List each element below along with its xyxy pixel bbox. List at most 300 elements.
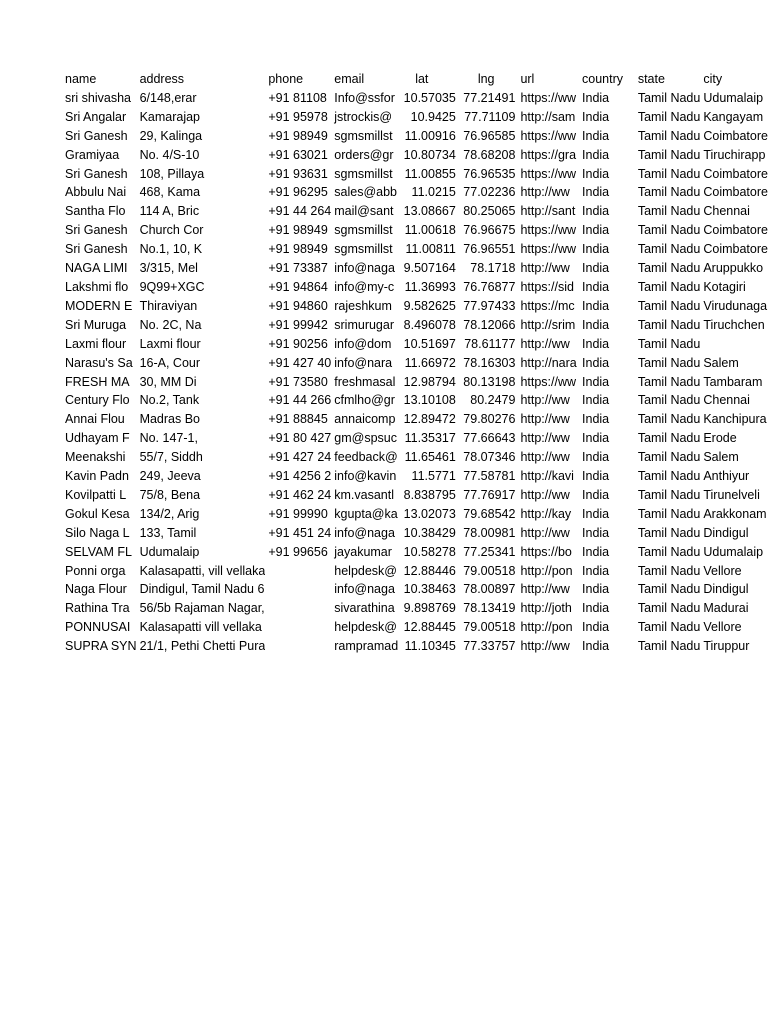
cell-city[interactable]: Coimbatore xyxy=(703,128,768,143)
cell-name[interactable]: FRESH MA xyxy=(65,374,130,389)
cell-url[interactable]: http://ww xyxy=(520,431,570,446)
cell-state[interactable]: Tamil Nadu xyxy=(637,279,701,294)
cell-address[interactable]: 21/1, Pethi Chetti Pura xyxy=(139,639,266,654)
cell-email[interactable]: info@dom xyxy=(334,336,392,351)
cell-name[interactable]: MODERN E xyxy=(65,298,133,313)
cell-city[interactable]: Tambaram xyxy=(703,374,763,389)
cell-name[interactable]: Santha Flo xyxy=(65,204,126,219)
cell-name[interactable]: Lakshmi flo xyxy=(65,279,129,294)
cell-email[interactable]: annaicomp xyxy=(334,412,396,427)
cell-address[interactable]: Udumalaip xyxy=(139,544,200,559)
cell-state[interactable]: Tamil Nadu xyxy=(637,147,701,162)
cell-phone[interactable]: +91 4256 2 xyxy=(268,469,332,484)
cell-state[interactable]: Tamil Nadu xyxy=(637,563,701,578)
cell-phone[interactable] xyxy=(265,580,331,599)
cell-lat[interactable]: 12.88445 xyxy=(403,620,456,635)
cell-country[interactable]: India xyxy=(582,355,610,370)
cell-lng[interactable]: 79.00518 xyxy=(463,620,516,635)
cell-phone[interactable]: +91 63021 xyxy=(268,147,328,162)
cell-url[interactable]: https://ww xyxy=(520,128,577,143)
cell-state[interactable]: Tamil Nadu xyxy=(637,412,701,427)
cell-state[interactable]: Tamil Nadu xyxy=(637,204,701,219)
cell-lng[interactable]: 77.71109 xyxy=(464,109,516,124)
cell-lng[interactable]: 77.58781 xyxy=(463,469,516,484)
cell-url[interactable]: http://ww xyxy=(520,582,570,597)
cell-email[interactable]: sales@abb xyxy=(334,185,397,200)
cell-lat[interactable]: 12.88446 xyxy=(403,563,456,578)
cell-address[interactable]: 16-A, Cour xyxy=(139,355,201,370)
cell-name[interactable]: Sri Ganesh xyxy=(65,128,128,143)
cell-city[interactable]: Salem xyxy=(703,450,739,465)
cell-phone[interactable]: +91 44 266 xyxy=(268,393,332,408)
cell-phone[interactable]: +91 73580 xyxy=(268,374,328,389)
cell-country[interactable]: India xyxy=(582,374,610,389)
cell-lng[interactable]: 76.96551 xyxy=(463,242,516,257)
cell-url[interactable]: http://ww xyxy=(520,525,570,540)
cell-email[interactable]: info@kavin xyxy=(334,469,397,484)
cell-city[interactable]: Udumalaip xyxy=(703,90,764,105)
cell-url[interactable]: https://ww xyxy=(520,90,577,105)
cell-name[interactable]: Udhayam F xyxy=(65,431,130,446)
cell-name[interactable]: Gokul Kesa xyxy=(65,506,130,521)
cell-url[interactable]: http://kavi xyxy=(520,469,574,484)
cell-email[interactable]: sgmsmillst xyxy=(334,128,393,143)
cell-address[interactable]: No.2, Tank xyxy=(139,393,200,408)
cell-lat[interactable]: 8.496078 xyxy=(403,317,456,332)
cell-address[interactable]: 3/315, Mel xyxy=(139,261,198,276)
cell-phone[interactable]: +91 80 427 xyxy=(268,431,332,446)
cell-lat[interactable]: 11.36993 xyxy=(404,279,456,294)
cell-city[interactable]: Erode xyxy=(703,431,737,446)
cell-state[interactable]: Tamil Nadu xyxy=(637,298,701,313)
cell-name[interactable]: sri shivasha xyxy=(65,90,131,105)
cell-name[interactable]: PONNUSAI xyxy=(65,620,131,635)
cell-city[interactable]: Dindigul xyxy=(703,582,749,597)
column-header-url[interactable]: url xyxy=(520,72,535,86)
cell-address[interactable]: 468, Kama xyxy=(139,185,201,200)
cell-name[interactable]: Century Flo xyxy=(65,393,130,408)
cell-phone[interactable]: +91 95978 xyxy=(268,109,328,124)
cell-phone[interactable]: +91 98949 xyxy=(268,128,328,143)
cell-phone[interactable]: +91 427 40 xyxy=(268,355,332,370)
cell-lng[interactable]: 79.80276 xyxy=(463,412,516,427)
cell-state[interactable]: Tamil Nadu xyxy=(637,544,701,559)
cell-url[interactable]: http://ww xyxy=(520,487,570,502)
cell-lng[interactable]: 80.25065 xyxy=(463,204,516,219)
cell-city[interactable]: Aruppukko xyxy=(703,261,764,276)
cell-name[interactable]: Kavin Padn xyxy=(65,469,129,484)
column-header-phone[interactable]: phone xyxy=(268,72,304,86)
cell-url[interactable]: http://ww xyxy=(520,450,570,465)
cell-url[interactable]: http://ww xyxy=(520,393,570,408)
cell-email[interactable]: sgmsmillst xyxy=(334,242,393,257)
cell-address[interactable]: 30, MM Di xyxy=(139,374,197,389)
cell-phone[interactable] xyxy=(265,637,331,656)
cell-city[interactable]: Kangayam xyxy=(703,109,764,124)
cell-lng[interactable]: 78.12066 xyxy=(463,317,516,332)
cell-url[interactable]: http://sam xyxy=(520,109,576,124)
cell-name[interactable]: Naga Flour xyxy=(65,582,127,597)
cell-country[interactable]: India xyxy=(582,336,610,351)
cell-lng[interactable]: 77.97433 xyxy=(463,298,516,313)
cell-state[interactable]: Tamil Nadu xyxy=(637,317,701,332)
cell-name[interactable]: Meenakshi xyxy=(65,450,126,465)
cell-lat[interactable]: 11.00916 xyxy=(404,128,456,143)
cell-city[interactable]: Arakkonam xyxy=(703,506,767,521)
cell-state[interactable]: Tamil Nadu xyxy=(637,393,701,408)
cell-state[interactable]: Tamil Nadu xyxy=(637,261,701,276)
cell-lat[interactable]: 11.65461 xyxy=(404,450,456,465)
cell-address[interactable]: Kalasapatti vill vellaka xyxy=(139,620,262,635)
cell-country[interactable]: India xyxy=(582,261,610,276)
cell-name[interactable]: SELVAM FL xyxy=(65,544,132,559)
cell-state[interactable]: Tamil Nadu xyxy=(637,90,701,105)
cell-lat[interactable]: 9.898769 xyxy=(403,601,456,616)
cell-phone[interactable]: +91 93631 xyxy=(268,166,328,181)
cell-city[interactable]: Salem xyxy=(703,355,739,370)
cell-lat[interactable]: 8.838795 xyxy=(403,487,456,502)
cell-lat[interactable]: 12.98794 xyxy=(403,374,456,389)
cell-phone[interactable] xyxy=(265,562,331,581)
cell-lng[interactable]: 79.00518 xyxy=(463,563,516,578)
cell-city[interactable] xyxy=(700,335,768,354)
cell-name[interactable]: Laxmi flour xyxy=(65,336,127,351)
cell-email[interactable]: cfmlho@gr xyxy=(334,393,395,408)
cell-name[interactable]: NAGA LIMI xyxy=(65,261,128,276)
cell-phone[interactable]: +91 99942 xyxy=(268,317,328,332)
cell-address[interactable]: No.1, 10, K xyxy=(139,242,203,257)
cell-city[interactable]: Tiruchirapp xyxy=(703,147,766,162)
cell-url[interactable]: https://ww xyxy=(520,166,577,181)
cell-name[interactable]: SUPRA SYN xyxy=(65,639,137,654)
cell-lng[interactable]: 77.25341 xyxy=(463,544,516,559)
cell-address[interactable]: Madras Bo xyxy=(139,412,201,427)
cell-lat[interactable]: 11.35317 xyxy=(404,431,456,446)
cell-lat[interactable]: 10.38463 xyxy=(403,582,456,597)
cell-address[interactable]: 108, Pillaya xyxy=(139,166,205,181)
cell-city[interactable]: Tiruchchen xyxy=(703,317,765,332)
cell-country[interactable]: India xyxy=(582,298,610,313)
cell-lat[interactable]: 9.507164 xyxy=(403,261,456,276)
cell-state[interactable]: Tamil Nadu xyxy=(637,166,701,181)
cell-city[interactable]: Coimbatore xyxy=(703,223,768,238)
cell-url[interactable]: http://sant xyxy=(520,204,576,219)
cell-state[interactable]: Tamil Nadu xyxy=(637,620,701,635)
cell-lat[interactable]: 13.10108 xyxy=(403,393,456,408)
cell-country[interactable]: India xyxy=(582,639,610,654)
cell-phone[interactable]: +91 96295 xyxy=(268,185,328,200)
cell-email[interactable]: rampramad xyxy=(334,639,399,654)
cell-lng[interactable]: 79.68542 xyxy=(463,506,516,521)
cell-address[interactable]: Church Cor xyxy=(139,223,204,238)
cell-email[interactable]: helpdesk@ xyxy=(334,620,397,635)
cell-url[interactable]: http://pon xyxy=(520,563,573,578)
cell-lat[interactable]: 12.89472 xyxy=(403,412,456,427)
cell-address[interactable]: 75/8, Bena xyxy=(139,487,201,502)
cell-city[interactable]: Dindigul xyxy=(703,525,749,540)
cell-name[interactable]: Narasu's Sa xyxy=(65,355,133,370)
cell-url[interactable]: https://gra xyxy=(520,147,577,162)
cell-url[interactable]: http://ww xyxy=(520,185,570,200)
cell-lng[interactable]: 76.96675 xyxy=(463,223,516,238)
cell-lat[interactable]: 11.10345 xyxy=(404,639,456,654)
cell-name[interactable]: Annai Flou xyxy=(65,412,125,427)
cell-lat[interactable]: 11.00618 xyxy=(404,223,456,238)
cell-address[interactable]: 134/2, Arig xyxy=(139,506,200,521)
cell-lat[interactable]: 10.9425 xyxy=(410,109,456,124)
cell-lng[interactable]: 80.13198 xyxy=(463,374,516,389)
cell-email[interactable]: Info@ssfor xyxy=(334,90,395,105)
cell-lat[interactable]: 10.38429 xyxy=(403,525,456,540)
cell-phone[interactable]: +91 99990 xyxy=(268,506,328,521)
cell-name[interactable]: Sri Ganesh xyxy=(65,166,128,181)
cell-country[interactable]: India xyxy=(582,317,610,332)
cell-url[interactable]: https://sid xyxy=(520,279,574,294)
cell-lng[interactable]: 76.76877 xyxy=(463,279,516,294)
cell-country[interactable]: India xyxy=(582,393,610,408)
cell-email[interactable]: feedback@ xyxy=(334,450,398,465)
column-header-email[interactable]: email xyxy=(334,72,365,86)
cell-url[interactable]: http://nara xyxy=(520,355,577,370)
cell-state[interactable]: Tamil Nadu xyxy=(637,128,701,143)
cell-email[interactable]: srimurugar xyxy=(334,317,395,332)
cell-city[interactable]: Coimbatore xyxy=(703,166,768,181)
cell-address[interactable]: 6/148,erar xyxy=(139,90,197,105)
cell-url[interactable]: https://ww xyxy=(520,223,577,238)
cell-state[interactable]: Tamil Nadu xyxy=(637,450,701,465)
cell-email[interactable]: jstrockis@ xyxy=(334,109,393,124)
cell-country[interactable]: India xyxy=(582,412,610,427)
cell-state[interactable]: Tamil Nadu xyxy=(637,374,701,389)
cell-name[interactable]: Kovilpatti L xyxy=(65,487,127,502)
cell-lng[interactable]: 77.21491 xyxy=(463,90,516,105)
cell-state[interactable]: Tamil Nadu xyxy=(637,185,701,200)
cell-country[interactable]: India xyxy=(582,487,610,502)
cell-city[interactable]: Tiruppur xyxy=(703,639,750,654)
cell-lng[interactable]: 76.96585 xyxy=(463,128,516,143)
column-header-lng[interactable]: lng xyxy=(477,72,495,86)
cell-phone[interactable]: +91 98949 xyxy=(268,242,328,257)
cell-lng[interactable]: 78.61177 xyxy=(464,336,516,351)
cell-url[interactable]: http://ww xyxy=(520,336,570,351)
cell-url[interactable]: http://joth xyxy=(520,601,572,616)
column-header-lat[interactable]: lat xyxy=(415,72,429,86)
cell-lng[interactable]: 78.13419 xyxy=(463,601,516,616)
cell-country[interactable]: India xyxy=(582,166,610,181)
cell-address[interactable]: No. 4/S-10 xyxy=(139,147,200,162)
cell-url[interactable]: http://ww xyxy=(520,261,570,276)
cell-country[interactable]: India xyxy=(582,563,610,578)
cell-city[interactable]: Chennai xyxy=(703,204,750,219)
cell-lng[interactable]: 77.76917 xyxy=(463,487,516,502)
cell-address[interactable]: 249, Jeeva xyxy=(139,469,201,484)
cell-country[interactable]: India xyxy=(582,109,610,124)
cell-state[interactable]: Tamil Nadu xyxy=(637,469,701,484)
cell-country[interactable]: India xyxy=(582,204,610,219)
cell-url[interactable]: http://srim xyxy=(520,317,576,332)
cell-name[interactable]: Sri Ganesh xyxy=(65,242,128,257)
cell-city[interactable]: Kotagiri xyxy=(703,279,746,294)
cell-country[interactable]: India xyxy=(582,128,610,143)
cell-phone[interactable]: +91 88845 xyxy=(268,412,328,427)
cell-country[interactable]: India xyxy=(582,185,610,200)
cell-lng[interactable]: 78.00897 xyxy=(463,582,516,597)
cell-state[interactable]: Tamil Nadu xyxy=(637,431,701,446)
cell-address[interactable]: Kalasapatti, vill vellaka xyxy=(139,563,266,578)
cell-url[interactable]: https://ww xyxy=(520,374,577,389)
cell-city[interactable]: Chennai xyxy=(703,393,750,408)
cell-url[interactable]: https://bo xyxy=(520,544,572,559)
cell-email[interactable]: orders@gr xyxy=(334,147,394,162)
cell-email[interactable]: km.vasantl xyxy=(334,487,395,502)
cell-lat[interactable]: 11.0215 xyxy=(411,185,456,200)
cell-email[interactable]: gm@spsuc xyxy=(334,431,397,446)
cell-country[interactable]: India xyxy=(582,279,610,294)
cell-address[interactable]: No. 147-1, xyxy=(139,431,198,446)
cell-city[interactable]: Anthiyur xyxy=(703,469,750,484)
column-header-address[interactable]: address xyxy=(139,72,185,86)
cell-state[interactable]: Tamil Nadu xyxy=(637,639,701,654)
cell-address[interactable]: 29, Kalinga xyxy=(139,128,203,143)
cell-email[interactable]: jayakumar xyxy=(334,544,392,559)
cell-email[interactable]: rajeshkum xyxy=(334,298,392,313)
cell-lat[interactable]: 10.51697 xyxy=(403,336,456,351)
cell-phone[interactable]: +91 451 24 xyxy=(268,525,332,540)
cell-lat[interactable]: 11.66972 xyxy=(404,355,456,370)
cell-address[interactable]: Thiraviyan xyxy=(139,298,198,313)
cell-url[interactable]: http://pon xyxy=(520,620,573,635)
cell-state[interactable]: Tamil Nadu xyxy=(637,601,701,616)
cell-email[interactable]: kgupta@ka xyxy=(334,506,398,521)
cell-url[interactable]: http://kay xyxy=(520,506,572,521)
cell-address[interactable]: 114 A, Bric xyxy=(139,204,200,219)
cell-name[interactable]: Sri Muruga xyxy=(65,317,127,332)
cell-country[interactable]: India xyxy=(582,90,610,105)
column-header-state[interactable]: state xyxy=(637,72,665,86)
cell-name[interactable]: Sri Angalar xyxy=(65,109,127,124)
cell-phone[interactable] xyxy=(265,599,331,618)
cell-email[interactable]: info@naga xyxy=(334,261,395,276)
cell-lng[interactable]: 78.1718 xyxy=(470,261,516,276)
cell-phone[interactable]: +91 99656 xyxy=(268,544,328,559)
cell-country[interactable]: India xyxy=(582,582,610,597)
cell-email[interactable]: freshmasal xyxy=(334,374,396,389)
cell-name[interactable]: Gramiyaa xyxy=(65,147,120,162)
cell-country[interactable]: India xyxy=(582,506,610,521)
cell-url[interactable]: http://ww xyxy=(520,412,570,427)
cell-phone[interactable]: +91 73387 xyxy=(268,261,328,276)
cell-lat[interactable]: 9.582625 xyxy=(403,298,456,313)
cell-lat[interactable]: 11.5771 xyxy=(411,469,456,484)
cell-city[interactable]: Virudunaga xyxy=(703,298,768,313)
cell-email[interactable]: info@naga xyxy=(334,525,395,540)
cell-url[interactable]: https://mc xyxy=(520,298,575,313)
cell-email[interactable]: sgmsmillst xyxy=(334,223,393,238)
cell-state[interactable]: Tamil Nadu xyxy=(637,223,701,238)
cell-city[interactable]: Kanchipura xyxy=(703,412,767,427)
cell-lng[interactable]: 76.96535 xyxy=(463,166,516,181)
cell-lng[interactable]: 78.07346 xyxy=(463,450,516,465)
cell-url[interactable]: https://ww xyxy=(520,242,577,257)
cell-phone[interactable] xyxy=(265,618,331,637)
cell-phone[interactable]: +91 462 24 xyxy=(268,487,332,502)
cell-country[interactable]: India xyxy=(582,242,610,257)
cell-city[interactable]: Vellore xyxy=(703,620,742,635)
cell-lng[interactable]: 78.00981 xyxy=(463,525,516,540)
cell-url[interactable]: http://ww xyxy=(520,639,570,654)
cell-address[interactable]: 55/7, Siddh xyxy=(139,450,203,465)
cell-country[interactable]: India xyxy=(582,223,610,238)
cell-lng[interactable]: 80.2479 xyxy=(470,393,516,408)
cell-email[interactable]: mail@sant xyxy=(334,204,394,219)
cell-city[interactable]: Coimbatore xyxy=(703,185,768,200)
cell-state[interactable]: Tamil Nadu xyxy=(637,525,701,540)
cell-state[interactable]: Tamil Nadu xyxy=(637,109,701,124)
cell-email[interactable]: sgmsmillst xyxy=(334,166,393,181)
cell-address[interactable]: 56/5b Rajaman Nagar, xyxy=(139,601,265,616)
cell-lat[interactable]: 10.58278 xyxy=(403,544,456,559)
cell-state[interactable]: Tamil Nadu xyxy=(637,242,701,257)
cell-address[interactable]: 9Q99+XGC xyxy=(139,279,205,294)
cell-lat[interactable]: 10.57035 xyxy=(403,90,456,105)
cell-state[interactable]: Tamil Nadu xyxy=(637,582,701,597)
cell-email[interactable]: info@nara xyxy=(334,355,393,370)
cell-email[interactable]: helpdesk@ xyxy=(334,563,397,578)
cell-phone[interactable]: +91 44 264 xyxy=(268,204,332,219)
cell-address[interactable]: 133, Tamil xyxy=(139,525,197,540)
cell-phone[interactable]: +91 427 24 xyxy=(268,450,332,465)
cell-name[interactable]: Rathina Tra xyxy=(65,601,130,616)
cell-country[interactable]: India xyxy=(582,450,610,465)
cell-lng[interactable]: 78.16303 xyxy=(463,355,516,370)
cell-city[interactable]: Udumalaip xyxy=(703,544,764,559)
cell-name[interactable]: Sri Ganesh xyxy=(65,223,128,238)
cell-country[interactable]: India xyxy=(582,544,610,559)
cell-state[interactable]: Tamil Nadu xyxy=(637,336,701,351)
cell-city[interactable]: Coimbatore xyxy=(703,242,768,257)
cell-name[interactable]: Ponni orga xyxy=(65,563,126,578)
cell-address[interactable]: No. 2C, Na xyxy=(139,317,202,332)
cell-country[interactable]: India xyxy=(582,620,610,635)
cell-phone[interactable]: +91 90256 xyxy=(268,336,328,351)
cell-country[interactable]: India xyxy=(582,601,610,616)
cell-country[interactable]: India xyxy=(582,469,610,484)
cell-lat[interactable]: 10.80734 xyxy=(403,147,456,162)
cell-address[interactable]: Kamarajap xyxy=(139,109,201,124)
column-header-city[interactable]: city xyxy=(703,72,723,86)
cell-phone[interactable]: +91 94864 xyxy=(268,279,328,294)
cell-phone[interactable]: +91 81108 xyxy=(268,90,327,105)
cell-city[interactable]: Madurai xyxy=(703,601,749,616)
column-header-name[interactable]: name xyxy=(65,72,97,86)
cell-name[interactable]: Abbulu Nai xyxy=(65,185,127,200)
cell-country[interactable]: India xyxy=(582,147,610,162)
cell-lng[interactable]: 77.66643 xyxy=(463,431,516,446)
cell-phone[interactable]: +91 94860 xyxy=(268,298,328,313)
cell-country[interactable]: India xyxy=(582,431,610,446)
cell-email[interactable]: sivarathina xyxy=(334,601,395,616)
cell-state[interactable]: Tamil Nadu xyxy=(637,355,701,370)
cell-lat[interactable]: 11.00855 xyxy=(404,166,456,181)
cell-state[interactable]: Tamil Nadu xyxy=(637,487,701,502)
cell-country[interactable]: India xyxy=(582,525,610,540)
cell-city[interactable]: Tirunelveli xyxy=(703,487,760,502)
cell-city[interactable]: Vellore xyxy=(703,563,742,578)
cell-name[interactable]: Silo Naga L xyxy=(65,525,130,540)
cell-email[interactable]: info@naga xyxy=(334,582,395,597)
column-header-country[interactable]: country xyxy=(582,72,624,86)
cell-phone[interactable]: +91 98949 xyxy=(268,223,328,238)
